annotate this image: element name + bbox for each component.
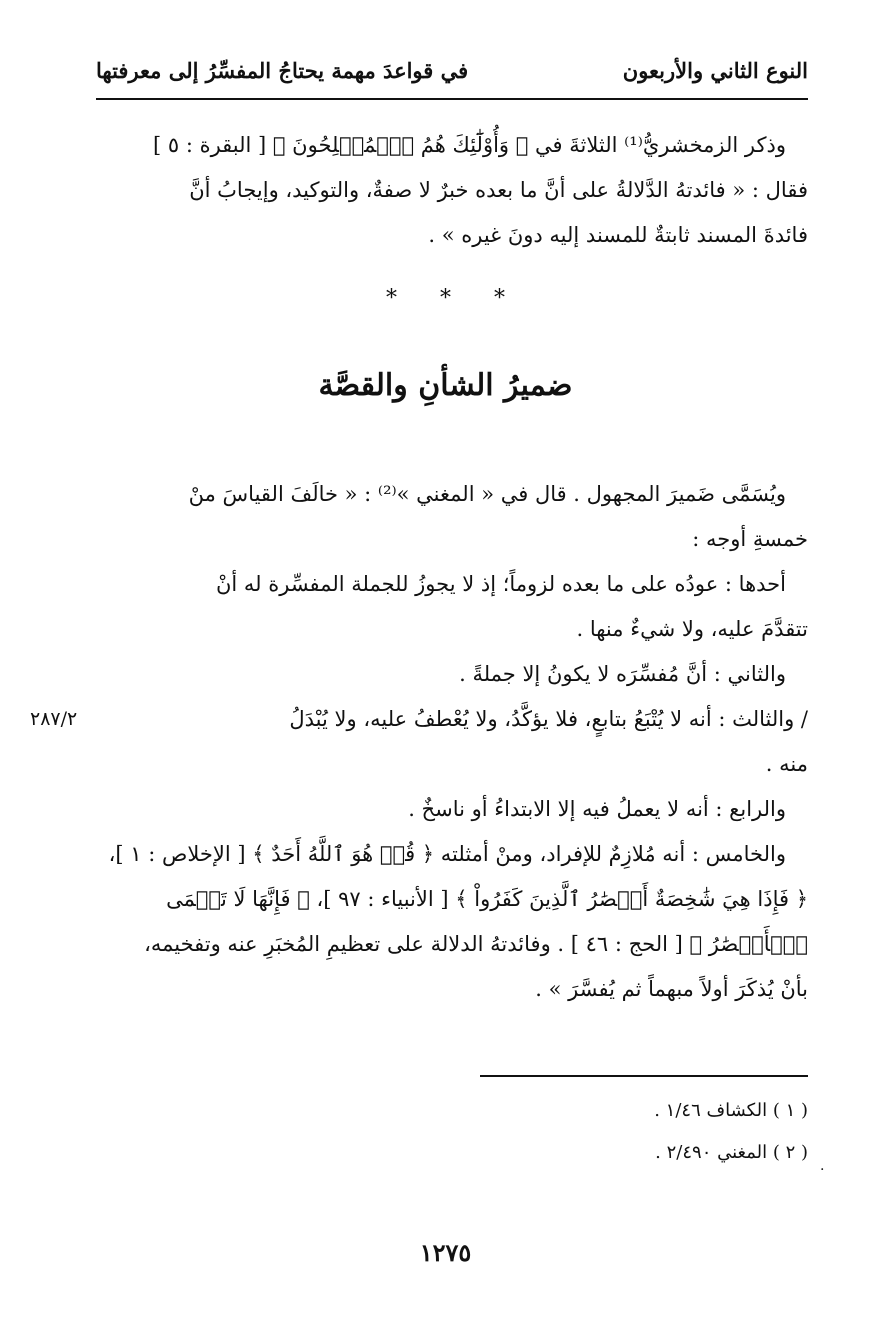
asterisk: * bbox=[440, 286, 451, 311]
text-line: فقال : « فائدتهُ الدَّلالةُ على أنَّ ما بعده خبرٌ لا صفةٌ، والتوكيد، وإيجابُ أنَّ bbox=[189, 178, 808, 202]
text-line: تتقدَّمَ عليه، ولا شيءٌ منها . bbox=[576, 617, 808, 641]
section-heading: ضميرُ الشأنِ والقصَّة bbox=[318, 368, 573, 403]
running-header bbox=[96, 58, 808, 92]
header-topic-title: في قواعدَ مهمة يحتاجُ المفسِّرُ إلى معرفتها bbox=[96, 58, 469, 83]
footnote-divider bbox=[480, 1075, 808, 1077]
footnote: ( ١ ) الكشاف ١/٤٦ . bbox=[654, 1100, 808, 1121]
text-line: فائدةَ المسند ثابتةٌ للمسند إليه دونَ غيره » . bbox=[428, 223, 808, 247]
text-line: والرابع : أنه لا يعملُ فيه إلا الابتداءُ أو ناسخٌ . bbox=[408, 797, 786, 821]
intro-paragraph bbox=[96, 123, 808, 258]
text-line: ويُسَمَّى ضَميرَ المجهول . قال في « المغني »⁽²⁾ : « خالَفَ القياسَ منْ bbox=[188, 482, 786, 506]
header-divider bbox=[96, 98, 808, 100]
page-number: ١٢٧٥ bbox=[419, 1238, 472, 1267]
text-line: منه . bbox=[765, 752, 808, 776]
section-separator bbox=[0, 286, 891, 311]
text-line: ٱلۡأَبۡصَٰرُ ﴾ [ الحج : ٤٦ ] . وفائدتهُ الدلالة على تعظيمِ المُخبَرِ عنه وتفخيمه، bbox=[144, 932, 808, 956]
margin-mark: . bbox=[820, 1158, 825, 1174]
asterisk: * bbox=[494, 286, 505, 311]
original-page-reference: ٢٨٧/٢ bbox=[30, 708, 78, 730]
text-line: أحدها : عودُه على ما بعده لزوماً؛ إذ لا يجوزُ للجملة المفسِّرة له أنْ bbox=[215, 572, 786, 596]
text-line: وذكر الزمخشريُّ⁽¹⁾ الثلاثةَ في ﴿ وَأُوْلَٰٓئِكَ هُمُ ٱلۡمُفۡلِحُونَ ﴾ [ البقرة : ٥ ] bbox=[153, 133, 786, 157]
footnote: ( ٢ ) المغني ٢/٤٩٠ . bbox=[655, 1142, 808, 1163]
text-line-with-page-ref bbox=[30, 697, 808, 742]
footnotes bbox=[96, 1090, 808, 1174]
text-line: / والثالث : أنه لا يُتْبَعُ بتابعٍ، فلا يؤكَّدُ، ولا يُعْطفُ عليه، ولا يُبْدَلُ bbox=[289, 707, 808, 731]
text-line: ﴿ فَإِذَا هِيَ شَٰخِصَةٌ أَبۡصَٰرُ ٱلَّذِينَ كَفَرُواْ ﴾ [ الأنبياء : ٩٧ ]، ﴿ فَإِنَّهَا لَا تَعۡمَى bbox=[166, 887, 808, 911]
text-line: والثاني : أنَّ مُفسِّرَه لا يكونُ إلا جملةً . bbox=[459, 662, 786, 686]
text-line: خمسةِ أوجه : bbox=[692, 527, 808, 551]
text-line: والخامس : أنه مُلازِمٌ للإفراد، ومنْ أمثلته ﴿ قُلۡ هُوَ ٱللَّهُ أَحَدٌ ﴾ [ الإخلاص : ١ ]، bbox=[108, 842, 786, 866]
asterisk: * bbox=[386, 286, 397, 311]
header-chapter-title: النوع الثاني والأربعون bbox=[622, 58, 808, 83]
text-line: بأنْ يُذكَرَ أولاً مبهماً ثم يُفسَّرَ » . bbox=[535, 977, 808, 1001]
body-text bbox=[30, 472, 808, 1012]
